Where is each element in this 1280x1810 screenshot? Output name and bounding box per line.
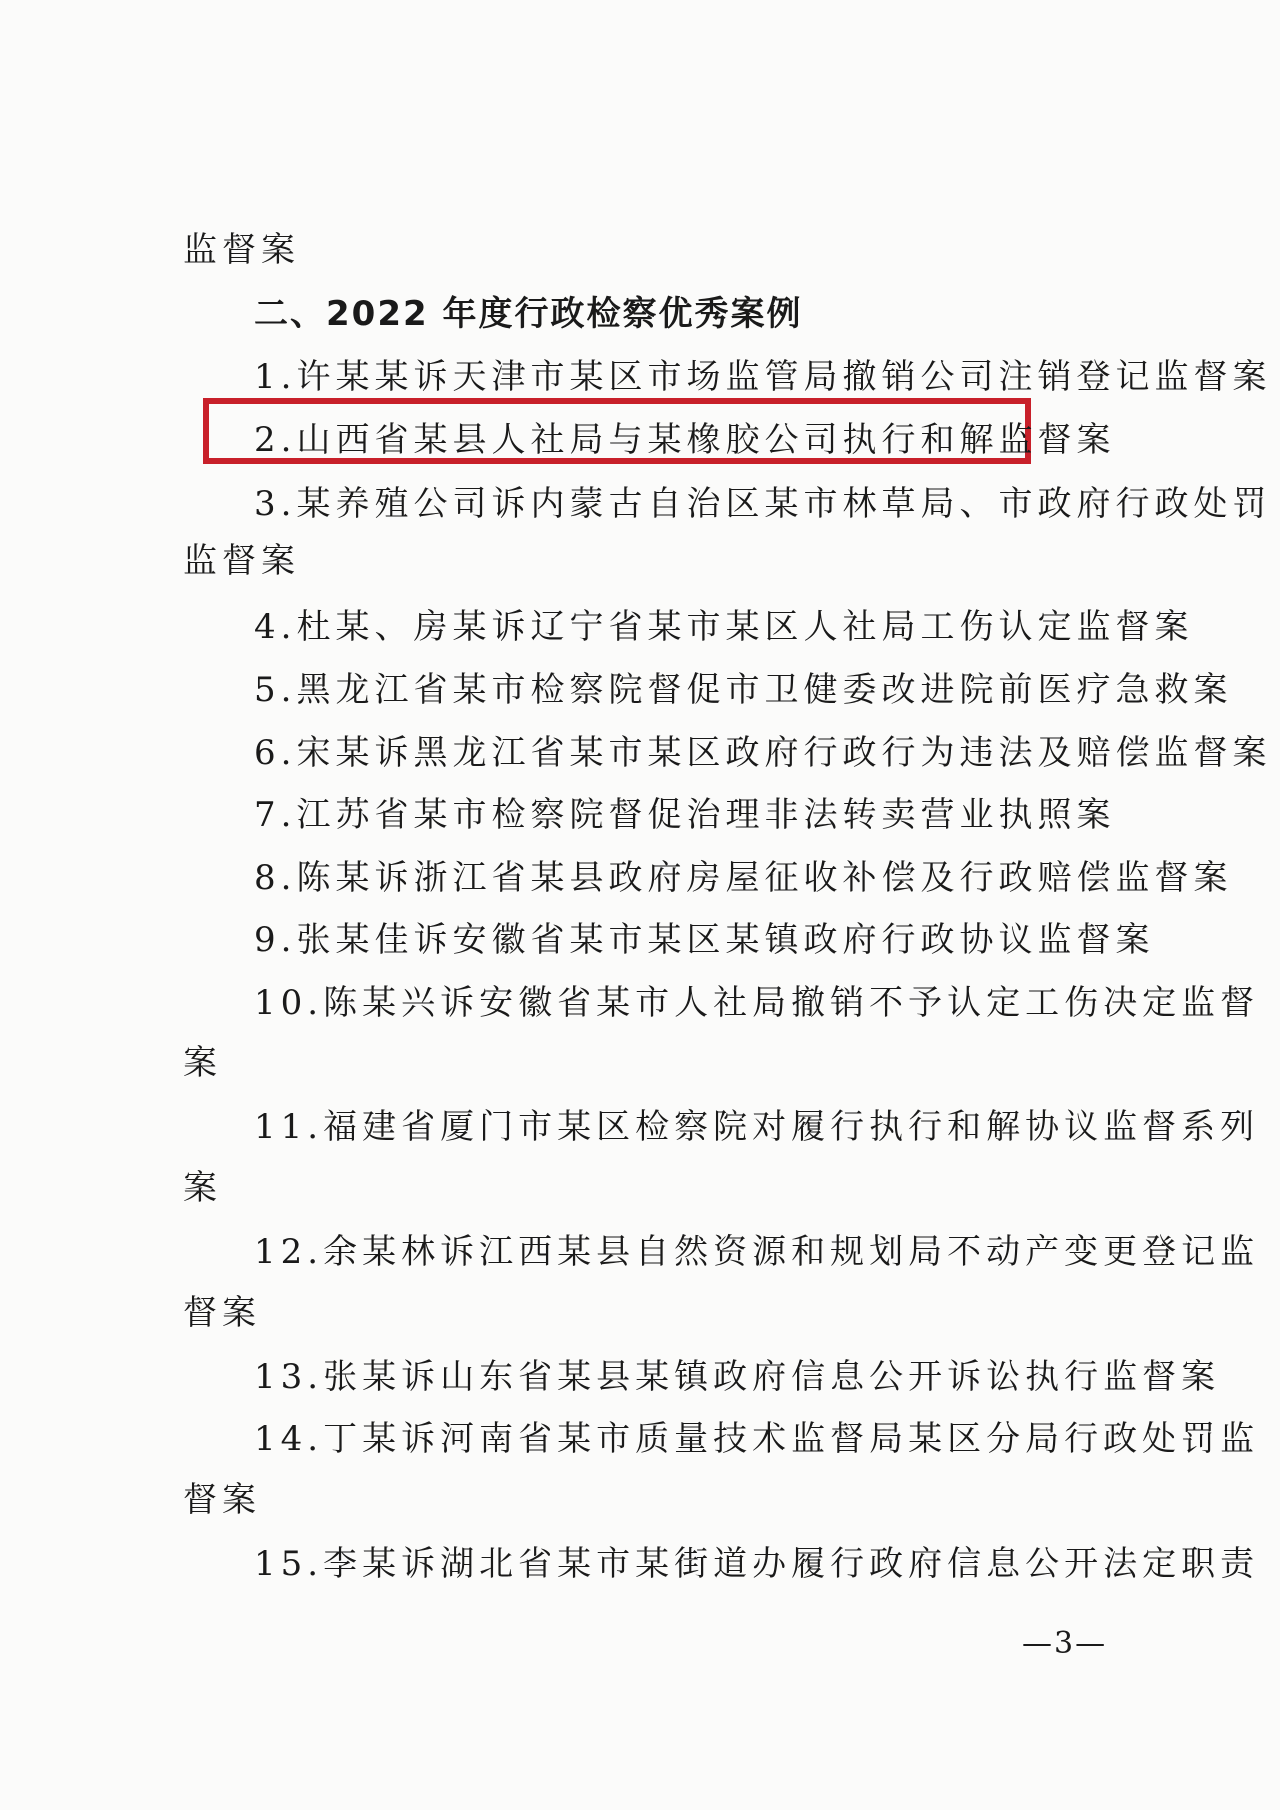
- list-item-11-continued: 案: [183, 1168, 222, 1208]
- list-item-15: 15.李某诉湖北省某市某街道办履行政府信息公开法定职责: [254, 1544, 1260, 1584]
- list-item-8: 8.陈某诉浙江省某县政府房屋征收补偿及行政赔偿监督案: [254, 858, 1233, 898]
- section-heading: 二、2022 年度行政检察优秀案例: [254, 294, 803, 334]
- list-item-1: 1.许某某诉天津市某区市场监管局撤销公司注销登记监督案: [254, 357, 1272, 397]
- list-item-14: 14.丁某诉河南省某市质量技术监督局某区分局行政处罚监: [254, 1419, 1260, 1459]
- list-item-5: 5.黑龙江省某市检察院督促市卫健委改进院前医疗急救案: [254, 670, 1233, 710]
- list-item-14-continued: 督案: [183, 1480, 261, 1520]
- list-item-3: 3.某养殖公司诉内蒙古自治区某市林草局、市政府行政处罚: [254, 484, 1272, 524]
- list-item-4: 4.杜某、房某诉辽宁省某市某区人社局工伤认定监督案: [254, 607, 1194, 647]
- list-item-3-continued: 监督案: [183, 541, 300, 581]
- list-item-2: 2.山西省某县人社局与某橡胶公司执行和解监督案: [254, 420, 1116, 460]
- list-item-13: 13.张某诉山东省某县某镇政府信息公开诉讼执行监督案: [254, 1357, 1221, 1397]
- list-item-12-continued: 督案: [183, 1293, 261, 1333]
- list-item-11: 11.福建省厦门市某区检察院对履行执行和解协议监督系列: [254, 1107, 1260, 1147]
- list-item-7: 7.江苏省某市检察院督促治理非法转卖营业执照案: [254, 795, 1116, 835]
- list-item-10-continued: 案: [183, 1043, 222, 1083]
- list-item-6: 6.宋某诉黑龙江省某市某区政府行政行为违法及赔偿监督案: [254, 733, 1272, 773]
- page-number: —3—: [1022, 1626, 1108, 1661]
- list-item-12: 12.余某林诉江西某县自然资源和规划局不动产变更登记监: [254, 1232, 1260, 1272]
- list-item-10: 10.陈某兴诉安徽省某市人社局撤销不予认定工伤决定监督: [254, 983, 1260, 1023]
- continuation-text: 监督案: [183, 230, 300, 270]
- list-item-9: 9.张某佳诉安徽省某市某区某镇政府行政协议监督案: [254, 920, 1155, 960]
